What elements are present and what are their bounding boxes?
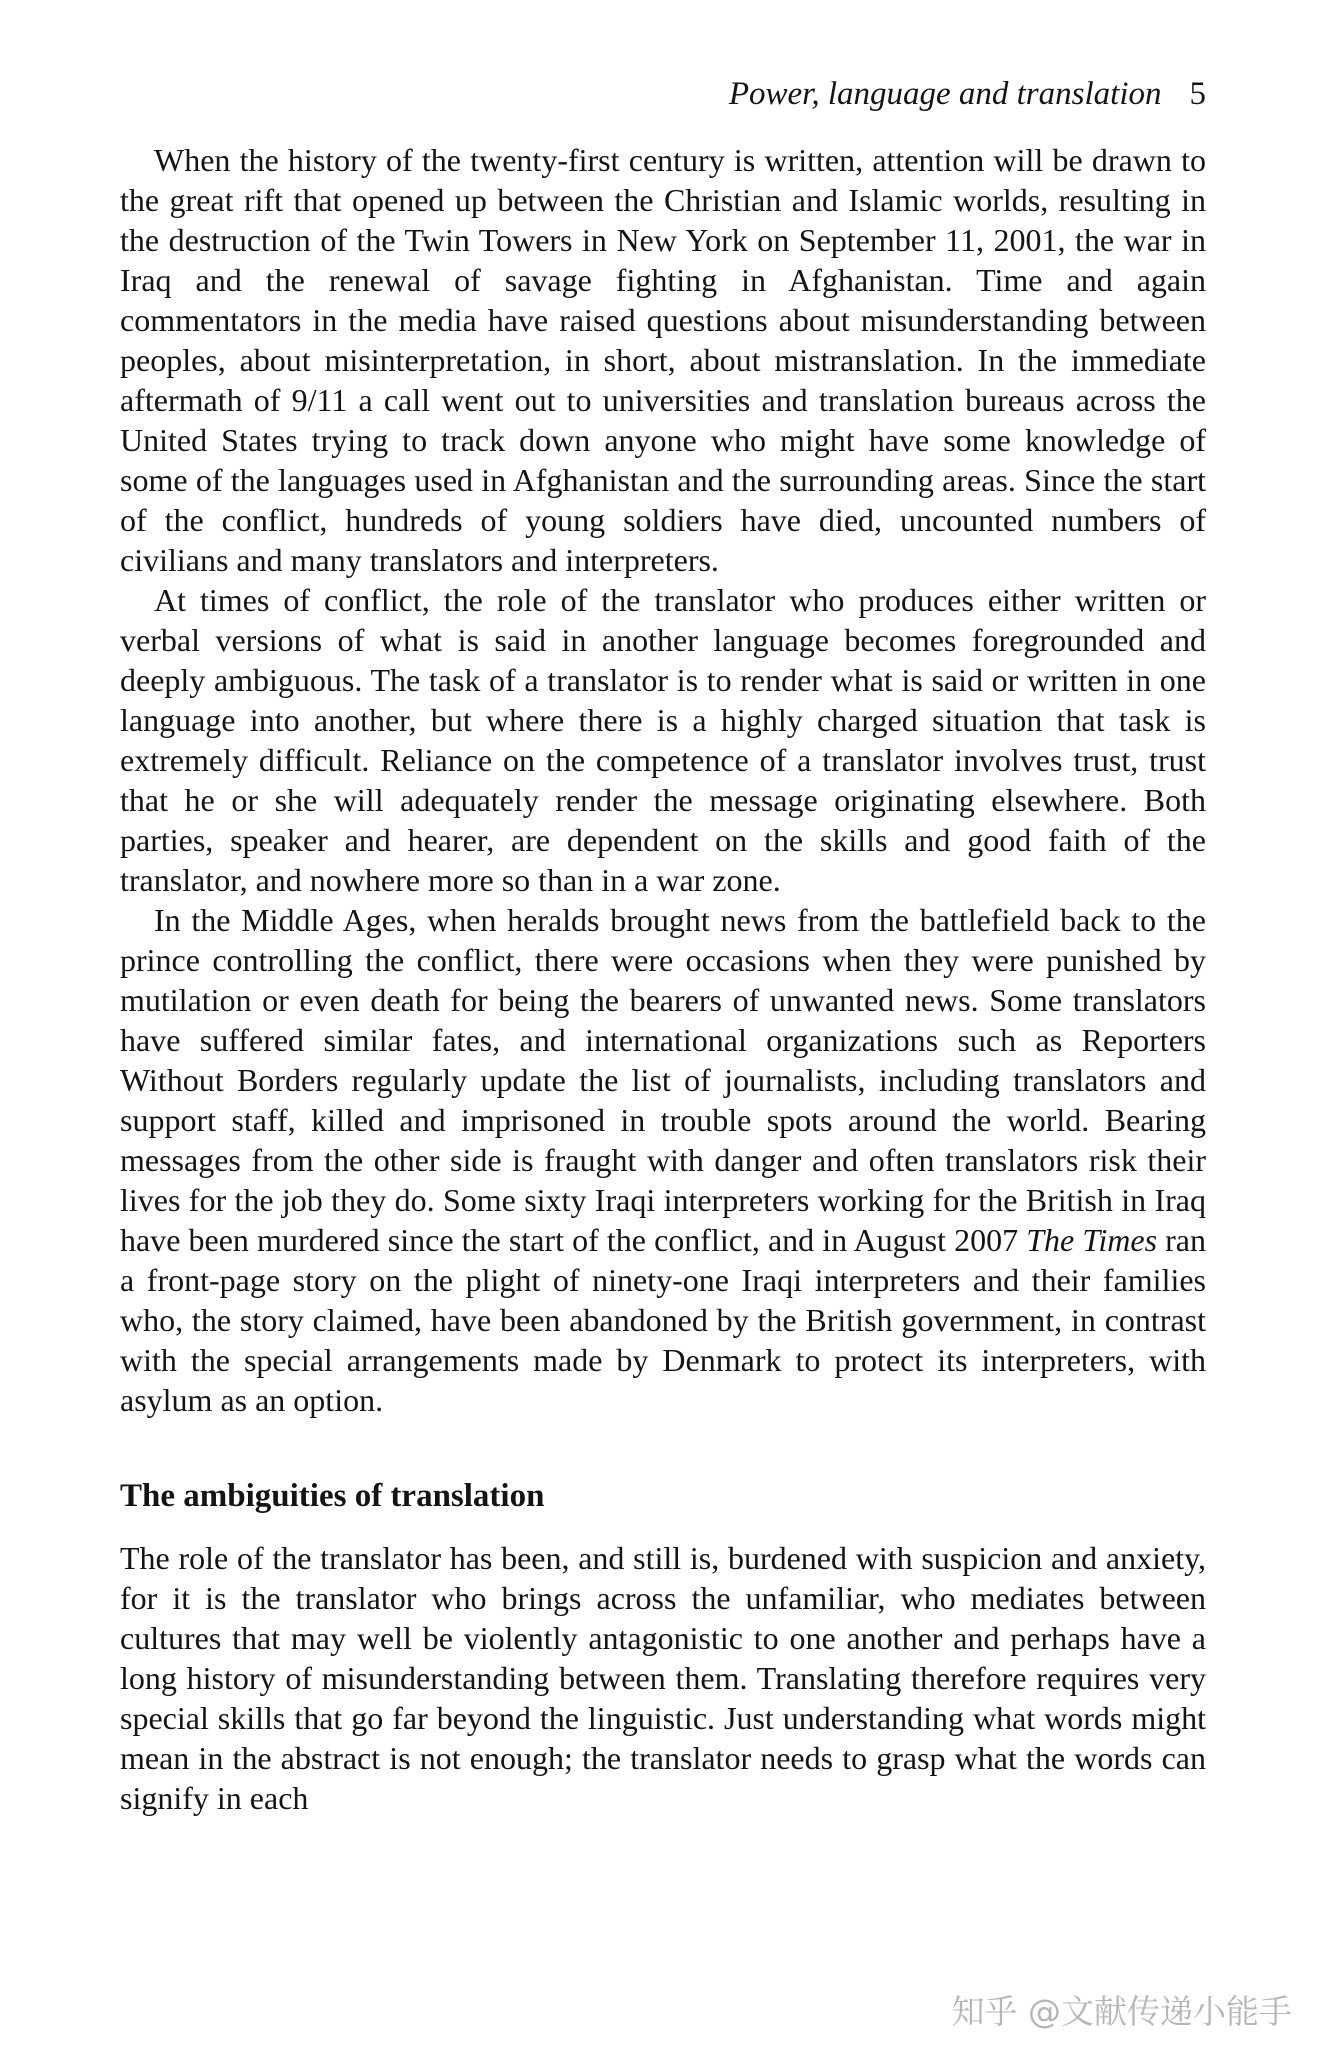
body-text	[120, 140, 1206, 1818]
running-head	[729, 72, 1206, 116]
section-heading: The ambiguities of translation	[120, 1478, 545, 1514]
page-number: 5	[1189, 76, 1206, 112]
watermark: 知乎 @文献传递小能手	[951, 1992, 1292, 2031]
paragraph-3	[120, 900, 1206, 1420]
paragraph-2: At times of conflict, the role of the translator who produces either written or verbal versions of what is said in another language becomes foregrounded and deeply ambiguous. The task of a translator is to render what is said or written in one language into another, but where there is a highly charged situation that task is extremely difficult. Reliance on the competence of a translator involves trust, trust that he or she will adequately render the message originating elsewhere. Both parties, speaker and hearer, are dependent on the skills and good faith of the translator, and nowhere more so than in a war zone.	[120, 582, 1206, 898]
paragraph-4: The role of the translator has been, and still is, burdened with suspicion and anxiety, for it is the translator who brings across the unfamiliar, who mediates between cultures that may well be violently antagonistic to one another and perhaps have a long history of misunderstanding between them. Translating therefore requires very special skills that go far beyond the linguistic. Just understanding what words might mean in the abstract is not enough; the translator needs to grasp what the words can signify in each	[120, 1540, 1206, 1816]
newspaper-title: The Times	[1026, 1222, 1158, 1258]
paragraph-3-text-a: In the Middle Ages, when heralds brought news from the battlefield back to the prince controlling the conflict, there were occasions when they were punished by mutilation or even death for being the bearers of unwanted news. Some translators have suffered similar fates, and international organizations such as Reporters Without Borders regularly update the list of journalists, including translators and support staff, killed and imprisoned in trouble spots around the world. Bearing messages from the other side is fraught with danger and often translators risk their lives for the job they do. Some sixty Iraqi interpreters working for the British in Iraq have been murdered since the start of the conflict, and in August 2007	[120, 902, 1206, 1258]
running-head-title: Power, language and translation	[728, 76, 1162, 112]
paragraph-3-text-b: ran a front-page story on the plight of ninety-one Iraqi interpreters and their families who, the story claimed, have been abandoned by the British government, in contrast with the special arrangements made by Denmark to protect its interpreters, with asylum as an option.	[120, 1222, 1207, 1418]
paragraph-1: When the history of the twenty-first century is written, attention will be drawn to the great rift that opened up between the Christian and Islamic worlds, resulting in the destruction of the Twin Towers in New York on September 11, 2001, the war in Iraq and the renewal of savage fighting in Afghanistan. Time and again commentators in the media have raised questions about misunderstanding between peoples, about misinterpretation, in short, about mistranslation. In the immediate aftermath of 9/11 a call went out to universities and translation bureaus across the United States trying to track down anyone who might have some knowledge of some of the languages used in Afghanistan and the surrounding areas. Since the start of the conflict, hundreds of young soldiers have died, uncounted numbers of civilians and many translators and interpreters.	[120, 142, 1206, 578]
